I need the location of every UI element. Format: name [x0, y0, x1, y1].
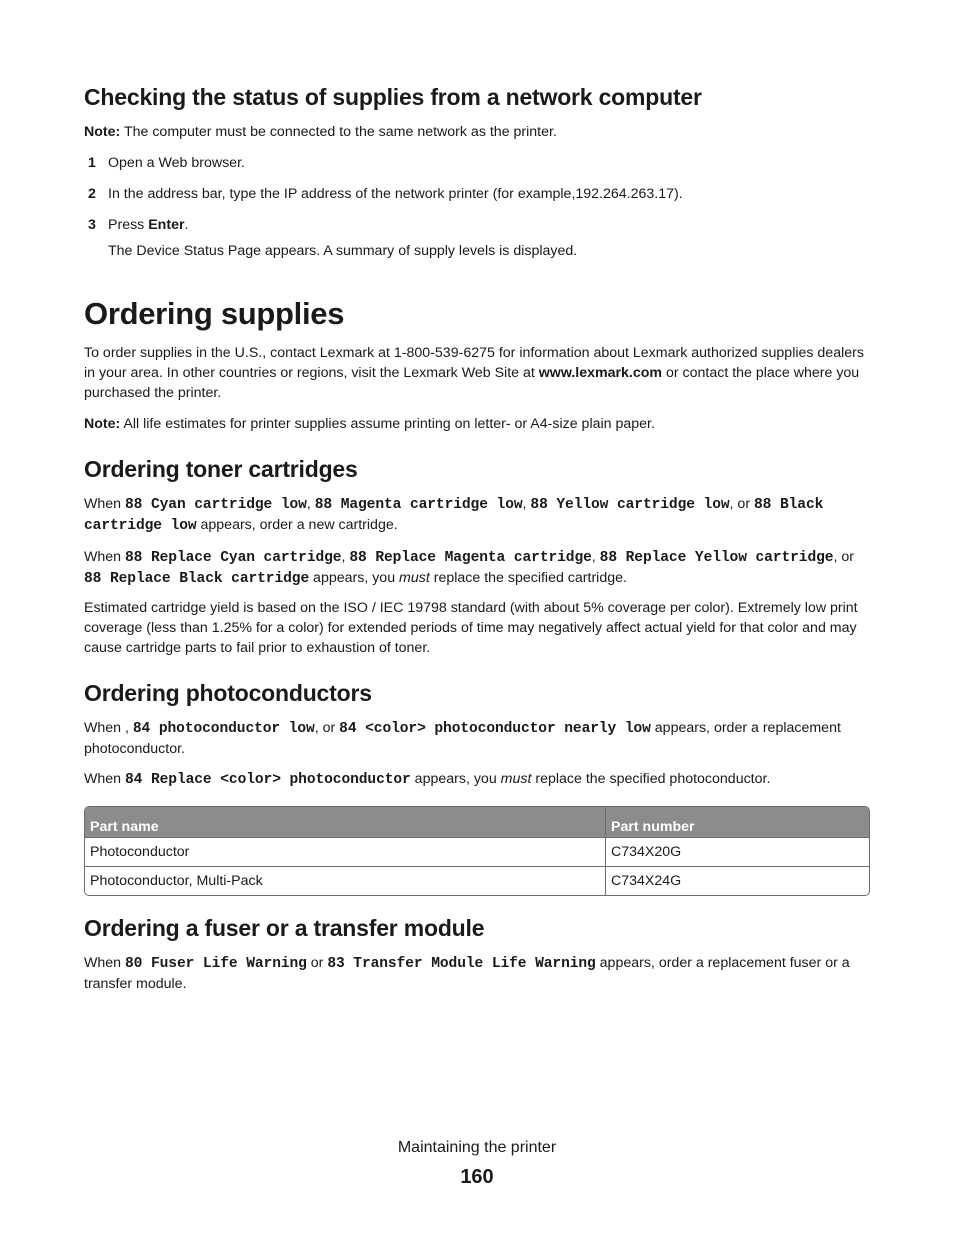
message-code: 88 Replace Magenta cartridge	[349, 550, 592, 566]
key-name: Enter	[148, 217, 185, 233]
page-title: Ordering supplies	[84, 296, 345, 331]
message-code: 80 Fuser Life Warning	[125, 956, 307, 972]
message-code: 84 photoconductor low	[132, 721, 315, 737]
table-row	[85, 866, 869, 895]
toner-yield-paragraph: Estimated cartridge yield is based on the ISO / IEC 19798 standard (with about 5% coverage per color). Extremely low print coverage (less than 1.25% for a color) for extended periods of time may negatively affect actual yield for that color and may cause cartridge parts to fail prior to exhaustion of toner.	[84, 600, 858, 656]
message-code: 88 Black cartridge low	[84, 497, 824, 534]
note-label: Note:	[84, 416, 121, 432]
column-header-part-number: Part number	[606, 807, 869, 837]
step-number: 2	[88, 186, 96, 202]
note-text: The computer must be connected to the same network as the printer.	[120, 124, 557, 140]
part-number-cell: C734X20G	[606, 837, 869, 866]
step-number: 3	[88, 217, 96, 233]
section-heading-fuser: Ordering a fuser or a transfer module	[84, 915, 485, 941]
toner-low-paragraph: When 88 Cyan cartridge low, 88 Magenta cartridge low, 88 Yellow cartridge low, or 88 Black cartridge low appears, order a new cartridge.	[84, 496, 824, 534]
toner-replace-paragraph: When 88 Replace Cyan cartridge, 88 Replace Magenta cartridge, 88 Replace Yellow cartridge, or 88 Replace Black cartridge appears, you must replace the specified cartridge.	[84, 549, 854, 587]
footer-section-name: Maintaining the printer	[397, 1139, 557, 1156]
part-number-cell: C734X24G	[606, 866, 869, 895]
note-life-estimates	[84, 414, 870, 434]
section-heading-network-status: Checking the status of supplies from a network computer	[84, 84, 702, 110]
message-code: 88 Replace Cyan cartridge	[125, 550, 342, 566]
lexmark-url: www.lexmark.com	[538, 365, 663, 381]
photoconductor-replace-paragraph: When 84 Replace <color> photoconductor appears, you must replace the specified photoconductor.	[84, 771, 771, 788]
section-heading-toner: Ordering toner cartridges	[84, 456, 358, 482]
note-text: All life estimates for printer supplies assume printing on letter- or A4-size plain paper.	[120, 416, 655, 432]
emphasis: must	[500, 771, 532, 787]
message-code: 88 Replace Black cartridge	[84, 571, 310, 587]
message-code: 88 Replace Yellow cartridge	[599, 550, 834, 566]
photoconductor-low-paragraph: When , 84 photoconductor low, or 84 <color> photoconductor nearly low appears, order a replacement photoconductor.	[84, 720, 841, 757]
column-header-part-name: Part name	[85, 807, 606, 837]
step-text: Open a Web browser.	[108, 155, 245, 171]
emphasis: must	[399, 570, 430, 586]
note-label: Note:	[84, 124, 121, 140]
step-number: 1	[88, 155, 96, 171]
step-text: Press Enter.	[108, 217, 189, 233]
fuser-paragraph: When 80 Fuser Life Warning or 83 Transfer Module Life Warning appears, order a replacement fuser or a transfer module.	[84, 955, 850, 992]
message-code: 84 <color> photoconductor nearly low	[339, 721, 651, 737]
step-text: In the address bar, type the IP address of the network printer (for example,192.264.263.17).	[108, 186, 683, 202]
message-code: 88 Cyan cartridge low	[125, 497, 307, 513]
ordering-paragraph: To order supplies in the U.S., contact Lexmark at 1-800-539-6275 for information about Lexmark authorized supplies dealers in your area. In other countries or regions, visit the Lexmark Web Site at www.lexmark.com or contact the place where you purchased the printer.	[84, 345, 864, 401]
part-name-cell: Photoconductor	[85, 837, 606, 866]
message-code: 83 Transfer Module Life Warning	[327, 956, 596, 972]
section-heading-photoconductors: Ordering photoconductors	[84, 680, 372, 706]
page-number: 160	[460, 1166, 494, 1188]
message-code: 88 Magenta cartridge low	[314, 497, 523, 513]
message-code: 84 Replace <color> photoconductor	[125, 772, 411, 788]
table-row	[85, 837, 869, 866]
part-name-cell: Photoconductor, Multi-Pack	[85, 866, 606, 895]
message-code: 88 Yellow cartridge low	[530, 497, 730, 513]
note-network	[84, 122, 870, 142]
table-header-row	[85, 807, 869, 837]
parts-table	[84, 806, 870, 896]
